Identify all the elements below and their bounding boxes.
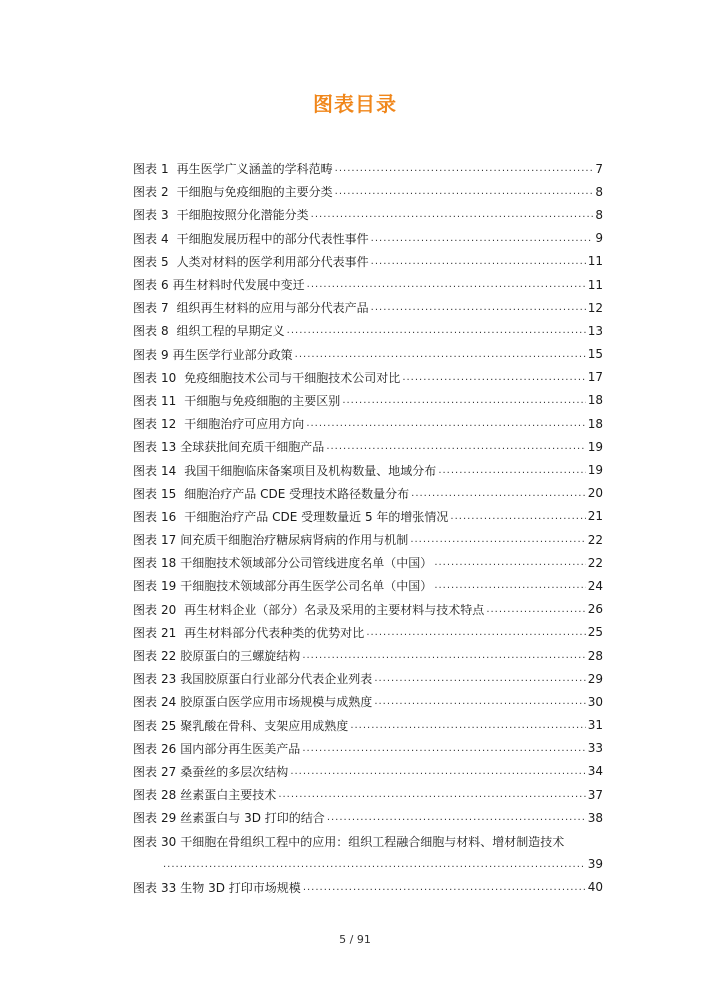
toc-entry-number: 24 <box>161 695 177 710</box>
toc-entry-page: 34 <box>587 764 603 779</box>
toc-entry[interactable] <box>133 621 603 644</box>
toc-leader-dots <box>335 163 594 174</box>
toc-leader-dots <box>302 743 585 754</box>
toc-entry-page: 13 <box>587 323 603 338</box>
toc-entry-prefix: 图表 <box>133 695 158 710</box>
toc-entry-title: 胶原蛋白医学应用市场规模与成熟度 <box>180 695 373 710</box>
toc-entry-prefix: 图表 <box>133 672 158 687</box>
toc-entry-title: 胶原蛋白的三螺旋结构 <box>180 649 301 664</box>
toc-entry-prefix: 图表 <box>133 185 158 200</box>
toc-leader-dots <box>486 604 585 615</box>
toc-entry-page: 20 <box>587 486 603 501</box>
toc-entry[interactable] <box>133 598 603 621</box>
toc-leader-dots <box>163 859 586 870</box>
toc-entry-title: 干细胞发展历程中的部分代表性事件 <box>176 231 369 246</box>
toc-entry-number: 6 <box>161 278 169 293</box>
toc-entry-title: 我国胶原蛋白行业部分代表企业列表 <box>180 672 373 687</box>
toc-entry-page: 33 <box>587 741 603 756</box>
toc-entry-label <box>133 833 564 850</box>
toc-entry[interactable] <box>133 829 603 852</box>
toc-entry-number: 20 <box>161 602 177 617</box>
toc-entry-prefix: 图表 <box>133 811 158 826</box>
toc-entry-label <box>133 786 276 803</box>
toc-entry-number: 30 <box>161 834 177 849</box>
toc-entry-title: 干细胞按照分化潜能分类 <box>176 208 309 223</box>
toc-entry[interactable] <box>133 806 603 829</box>
toc-entry[interactable] <box>133 227 603 250</box>
toc-entry-label <box>133 346 293 363</box>
toc-entry-number: 29 <box>161 811 177 826</box>
toc-entry-title: 组织工程的早期定义 <box>176 324 285 339</box>
toc-entry-prefix: 图表 <box>133 486 158 501</box>
toc-leader-dots <box>438 465 585 476</box>
toc-entry[interactable] <box>133 667 603 690</box>
toc-entry[interactable] <box>133 389 603 412</box>
toc-entry-page: 29 <box>587 671 603 686</box>
toc-entry-prefix: 图表 <box>133 208 158 223</box>
toc-leader-dots <box>302 650 585 661</box>
toc-entry-page: 15 <box>587 347 603 362</box>
toc-entry-number: 3 <box>161 208 169 223</box>
toc-entry-label <box>133 693 372 710</box>
toc-entry-number: 28 <box>161 788 177 803</box>
toc-entry-page: 40 <box>587 880 603 895</box>
toc-entry-label <box>133 322 285 339</box>
toc-entry-prefix: 图表 <box>133 301 158 316</box>
toc-entry-title: 再生材料时代发展中变迁 <box>172 278 305 293</box>
toc-entry-label <box>133 230 369 247</box>
toc-entry[interactable] <box>133 690 603 713</box>
toc-entry-label <box>133 253 369 270</box>
toc-entry[interactable] <box>133 296 603 319</box>
toc-entry-number: 10 <box>161 370 177 385</box>
toc-entry-title: 间充质干细胞治疗糖尿病肾病的作用与机制 <box>180 533 409 548</box>
toc-entry-label <box>133 647 300 664</box>
toc-entry-number: 5 <box>161 254 169 269</box>
toc-entry-prefix: 图表 <box>133 764 158 779</box>
toc-leader-dots <box>295 349 586 360</box>
toc-entry-page: 11 <box>587 277 603 292</box>
toc-entry-page: 21 <box>587 509 603 524</box>
toc-entry-page: 22 <box>587 555 603 570</box>
toc-entry-page: 24 <box>587 578 603 593</box>
toc-entry-prefix: 图表 <box>133 417 158 432</box>
toc-entry-page: 26 <box>587 602 603 617</box>
toc-leader-dots <box>371 302 586 313</box>
toc-leader-dots <box>402 372 585 383</box>
toc-entry-prefix: 图表 <box>133 718 158 733</box>
toc-entry-prefix: 图表 <box>133 602 158 617</box>
toc-entry-title: 组织再生材料的应用与部分代表产品 <box>176 301 369 316</box>
toc-entry-prefix: 图表 <box>133 579 158 594</box>
toc-entry-number: 22 <box>161 649 177 664</box>
toc-entry-title: 再生材料企业（部分）名录及采用的主要材料与技术特点 <box>184 602 485 617</box>
toc-entry[interactable] <box>133 458 603 481</box>
toc-entry[interactable] <box>133 366 603 389</box>
toc-entry-title: 干细胞在骨组织工程中的应用：组织工程融合细胞与材料、增材制造技术 <box>180 834 565 849</box>
toc-leader-dots <box>307 279 586 290</box>
toc-leader-dots <box>335 186 594 197</box>
toc-entry[interactable] <box>133 157 603 180</box>
toc-entry-prefix: 图表 <box>133 834 158 849</box>
toc-entry-page: 8 <box>595 184 603 199</box>
toc-leader-dots <box>342 395 585 406</box>
toc-entry[interactable] <box>133 644 603 667</box>
toc-entry-title: 人类对材料的医学利用部分代表事件 <box>176 254 369 269</box>
toc-leader-dots <box>434 557 585 568</box>
toc-entry[interactable] <box>133 203 603 226</box>
toc-leader-dots <box>434 580 585 591</box>
toc-entry[interactable] <box>133 760 603 783</box>
toc-entry-label <box>133 276 305 293</box>
toc-leader-dots <box>371 256 586 267</box>
toc-entry-prefix: 图表 <box>133 278 158 293</box>
toc-entry-title: 生物 3D 打印市场规模 <box>180 880 301 895</box>
toc-entry-page: 17 <box>587 370 603 385</box>
toc-entry-number: 25 <box>161 718 177 733</box>
toc-entry-prefix: 图表 <box>133 254 158 269</box>
toc-entry-number: 23 <box>161 672 177 687</box>
toc-entry[interactable] <box>133 737 603 760</box>
toc-entry-title: 再生医学行业部分政策 <box>172 347 293 362</box>
toc-entry[interactable] <box>133 876 603 899</box>
toc-entry-number: 19 <box>161 579 177 594</box>
toc-entry-label <box>133 601 484 618</box>
toc-entry-title: 干细胞技术领域部分再生医学公司名单（中国） <box>180 579 433 594</box>
toc-entry-title: 细胞治疗产品 CDE 受理技术路径数量分布 <box>184 486 410 501</box>
toc-entry-label <box>133 531 408 548</box>
toc-entry-title: 再生医学广义涵盖的学科范畴 <box>176 162 333 177</box>
toc-leader-dots <box>326 441 585 452</box>
toc-entry-title: 聚乳酸在骨科、支架应用成熟度 <box>180 718 349 733</box>
toc-leader-dots <box>303 882 586 893</box>
toc-entry-label <box>133 415 304 432</box>
toc-entry-number: 21 <box>161 625 177 640</box>
toc-entry-page: 39 <box>587 857 603 872</box>
toc-entry-number: 33 <box>161 880 177 895</box>
toc-entry-number: 15 <box>161 486 177 501</box>
toc-entry-label <box>133 206 309 223</box>
toc-entry-prefix: 图表 <box>133 556 158 571</box>
toc-entry-title: 丝素蛋白主要技术 <box>180 788 277 803</box>
toc-entry-prefix: 图表 <box>133 231 158 246</box>
toc-leader-dots <box>410 534 585 545</box>
toc-entry[interactable] <box>133 273 603 296</box>
toc-entry-label <box>133 740 300 757</box>
toc-entry-number: 2 <box>161 185 169 200</box>
toc-entry-number: 18 <box>161 556 177 571</box>
toc-leader-dots <box>287 325 586 336</box>
toc-leader-dots <box>350 720 585 731</box>
toc-entry-number: 8 <box>161 324 169 339</box>
toc-entry-page: 18 <box>587 416 603 431</box>
toc-entry-label <box>133 717 348 734</box>
toc-entry-title: 再生材料部分代表种类的优势对比 <box>184 625 365 640</box>
toc-leader-dots <box>374 673 585 684</box>
toc-entry-page: 22 <box>587 532 603 547</box>
toc-leader-dots <box>311 209 594 220</box>
toc-entry-page: 31 <box>587 718 603 733</box>
toc-entry-page: 25 <box>587 625 603 640</box>
toc-entry-title: 干细胞与免疫细胞的主要区别 <box>184 393 341 408</box>
toc-entry-page: 28 <box>587 648 603 663</box>
toc-leader-dots <box>278 789 585 800</box>
toc-entry-number: 17 <box>161 533 177 548</box>
toc-entry-label <box>133 809 325 826</box>
toc-entry-page: 37 <box>587 787 603 802</box>
toc-leader-dots <box>411 488 586 499</box>
toc-entry[interactable] <box>133 528 603 551</box>
toc-entry-label <box>133 183 333 200</box>
toc-entry-title: 国内部分再生医美产品 <box>180 741 301 756</box>
toc-entry-label <box>133 160 333 177</box>
toc-entry-number: 11 <box>161 393 177 408</box>
toc-entry-label <box>133 508 448 525</box>
toc-entry-number: 7 <box>161 301 169 316</box>
toc-entry-prefix: 图表 <box>133 370 158 385</box>
page-number: 5 / 91 <box>339 933 371 946</box>
toc-entry[interactable] <box>133 505 603 528</box>
toc-entry-prefix: 图表 <box>133 393 158 408</box>
toc-entry-number: 27 <box>161 764 177 779</box>
toc-entry-page: 38 <box>587 810 603 825</box>
toc-entry-prefix: 图表 <box>133 741 158 756</box>
toc-entry-number: 12 <box>161 417 177 432</box>
toc-entry-prefix: 图表 <box>133 509 158 524</box>
toc-entry-page: 8 <box>595 207 603 222</box>
toc-entry-prefix: 图表 <box>133 440 158 455</box>
toc-entry-page: 30 <box>587 694 603 709</box>
toc-leader-dots <box>374 696 585 707</box>
toc-entry-prefix: 图表 <box>133 880 158 895</box>
toc-entry-page: 7 <box>595 161 603 176</box>
toc-entry-prefix: 图表 <box>133 788 158 803</box>
toc-entry[interactable] <box>133 482 603 505</box>
toc-entry[interactable] <box>133 343 603 366</box>
toc-entry-page: 19 <box>587 439 603 454</box>
toc-leader-dots <box>450 511 585 522</box>
toc-entry-label <box>133 438 324 455</box>
toc-entry[interactable] <box>133 319 603 342</box>
toc-entry-prefix: 图表 <box>133 533 158 548</box>
page-title: 图表目录 <box>313 92 397 116</box>
toc-entry-title: 干细胞与免疫细胞的主要分类 <box>176 185 333 200</box>
toc-entry-label <box>133 577 432 594</box>
toc-entry-number: 26 <box>161 741 177 756</box>
toc-entry-label <box>133 624 364 641</box>
toc-entry-page: 12 <box>587 300 603 315</box>
toc-leader-dots <box>371 233 594 244</box>
toc-entry-label <box>133 369 400 386</box>
toc-entry-label <box>133 299 369 316</box>
toc-entry[interactable] <box>133 435 603 458</box>
toc-entry-page: 9 <box>595 231 603 246</box>
toc-entry-prefix: 图表 <box>133 324 158 339</box>
toc-entry-title: 干细胞技术领域部分公司管线进度名单（中国） <box>180 556 433 571</box>
toc-entry-number: 9 <box>161 347 169 362</box>
toc-entry-title: 桑蚕丝的多层次结构 <box>180 764 289 779</box>
toc-entry-title: 干细胞治疗产品 CDE 受理数量近 5 年的增张情况 <box>184 509 449 524</box>
toc-entry-label <box>133 763 288 780</box>
toc-leader-dots <box>366 627 585 638</box>
toc-entry[interactable] <box>133 180 603 203</box>
toc-entry-number: 14 <box>161 463 177 478</box>
toc-entry-continuation[interactable] <box>133 853 603 876</box>
toc-entry-page: 11 <box>587 254 603 269</box>
toc-entry-prefix: 图表 <box>133 162 158 177</box>
toc-entry-label <box>133 879 301 896</box>
toc-leader-dots <box>327 812 586 823</box>
toc-entry[interactable] <box>133 574 603 597</box>
toc-entry[interactable] <box>133 551 603 574</box>
toc-entry-prefix: 图表 <box>133 347 158 362</box>
toc-entry-title: 干细胞治疗可应用方向 <box>184 417 305 432</box>
toc-entry-number: 13 <box>161 440 177 455</box>
toc-entry-number: 4 <box>161 231 169 246</box>
toc-entry-label <box>133 485 409 502</box>
toc-entry-label <box>133 462 436 479</box>
toc-entry[interactable] <box>133 250 603 273</box>
toc-entry-title: 丝素蛋白与 3D 打印的结合 <box>180 811 325 826</box>
table-of-figures <box>133 157 603 899</box>
toc-leader-dots <box>290 766 585 777</box>
toc-entry-number: 16 <box>161 509 177 524</box>
toc-entry-title: 全球获批间充质干细胞产品 <box>180 440 325 455</box>
toc-entry-label <box>133 392 340 409</box>
toc-entry[interactable] <box>133 714 603 737</box>
toc-entry-prefix: 图表 <box>133 625 158 640</box>
toc-entry-label <box>133 670 372 687</box>
toc-entry-page: 18 <box>587 393 603 408</box>
toc-entry-prefix: 图表 <box>133 649 158 664</box>
toc-entry[interactable] <box>133 412 603 435</box>
toc-entry-prefix: 图表 <box>133 463 158 478</box>
toc-entry-title: 免疫细胞技术公司与干细胞技术公司对比 <box>184 370 401 385</box>
toc-entry-number: 1 <box>161 162 169 177</box>
toc-entry-label <box>133 554 432 571</box>
toc-leader-dots <box>306 418 585 429</box>
toc-entry[interactable] <box>133 783 603 806</box>
toc-entry-page: 19 <box>587 463 603 478</box>
toc-entry-title: 我国干细胞临床备案项目及机构数量、地域分布 <box>184 463 437 478</box>
